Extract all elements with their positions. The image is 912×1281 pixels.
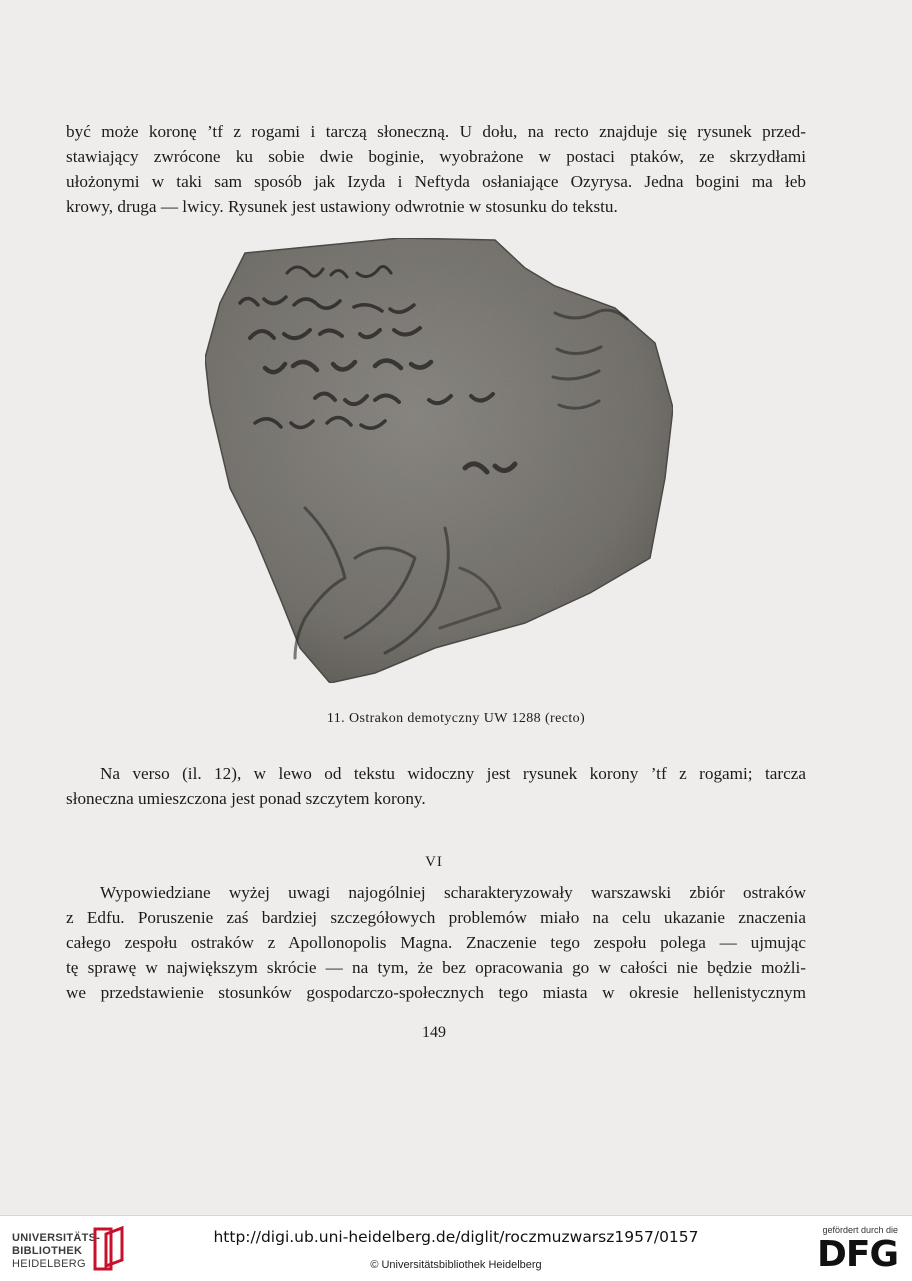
page-number: 149 (422, 1024, 446, 1041)
paragraph-2-line: Na verso (il. 12), w lewo od tekstu widoczny jest rysunek korony ’tf z rogami; tarcza (100, 764, 806, 783)
paragraph-2-line: słoneczna umieszczona jest ponad szczytem korony. (66, 789, 426, 808)
library-name-line: BIBLIOTHEK (12, 1245, 83, 1257)
paragraph-1-line: stawiający zwrócone ku sobie dwie boginie, wyobrażone w postaci ptaków, ze skrzydłami (66, 147, 806, 166)
paragraph-1-line: krowy, druga — lwicy. Rysunek jest ustawiony odwrotnie w stosunku do tekstu. (66, 197, 618, 216)
funding-note: gefördert durch die (822, 1225, 898, 1235)
figure-caption: 11. Ostrakon demotyczny UW 1288 (recto) (326, 711, 586, 726)
copyright-notice: © Universitätsbibliothek Heidelberg (370, 1259, 542, 1271)
dfg-logo[interactable]: DFG (816, 1234, 898, 1275)
section-heading: VI (425, 854, 443, 870)
paragraph-3-line: całego zespołu ostraków z Apollonopolis Magna. Znaczenie tego zespołu polega — ujmując (66, 933, 806, 952)
ostrakon-photo (195, 228, 675, 688)
paragraph-3-line: tę sprawę w największym skrócie — na tym, że bez opracowania go w całości nie będzie możli- (66, 958, 806, 977)
paragraph-1-line: być może koronę ’tf z rogami i tarczą słoneczną. U dołu, na recto znajduje się rysunek przed- (66, 122, 806, 141)
paragraph-2 (66, 761, 806, 811)
paragraph-1 (66, 119, 806, 219)
paragraph-3 (66, 880, 806, 1005)
library-name-line: HEIDELBERG (12, 1258, 86, 1270)
library-name-line: UNIVERSITÄTS- (12, 1232, 101, 1244)
paragraph-3-line: we przedstawienie stosunków gospodarczo-społecznych tego miasta w okresie hellenistycznym (66, 983, 806, 1002)
paragraph-3-line: Wypowiedziane wyżej uwagi najogólniej scharakteryzowały warszawski zbiór ostraków (100, 883, 806, 902)
paragraph-3-line: z Edfu. Poruszenie zaś bardziej szczegółowych problemów miało na celu ukazanie znaczenia (66, 908, 806, 927)
paragraph-1-line: ułożonymi w taki sam sposób jak Izyda i Neftyda osłaniające Ozyrysa. Jedna bogini ma łeb (66, 172, 806, 191)
permalink-url[interactable]: http://digi.ub.uni-heidelberg.de/diglit/roczmuzwarsz1957/0157 (213, 1228, 699, 1246)
footer-bar (0, 1215, 912, 1281)
